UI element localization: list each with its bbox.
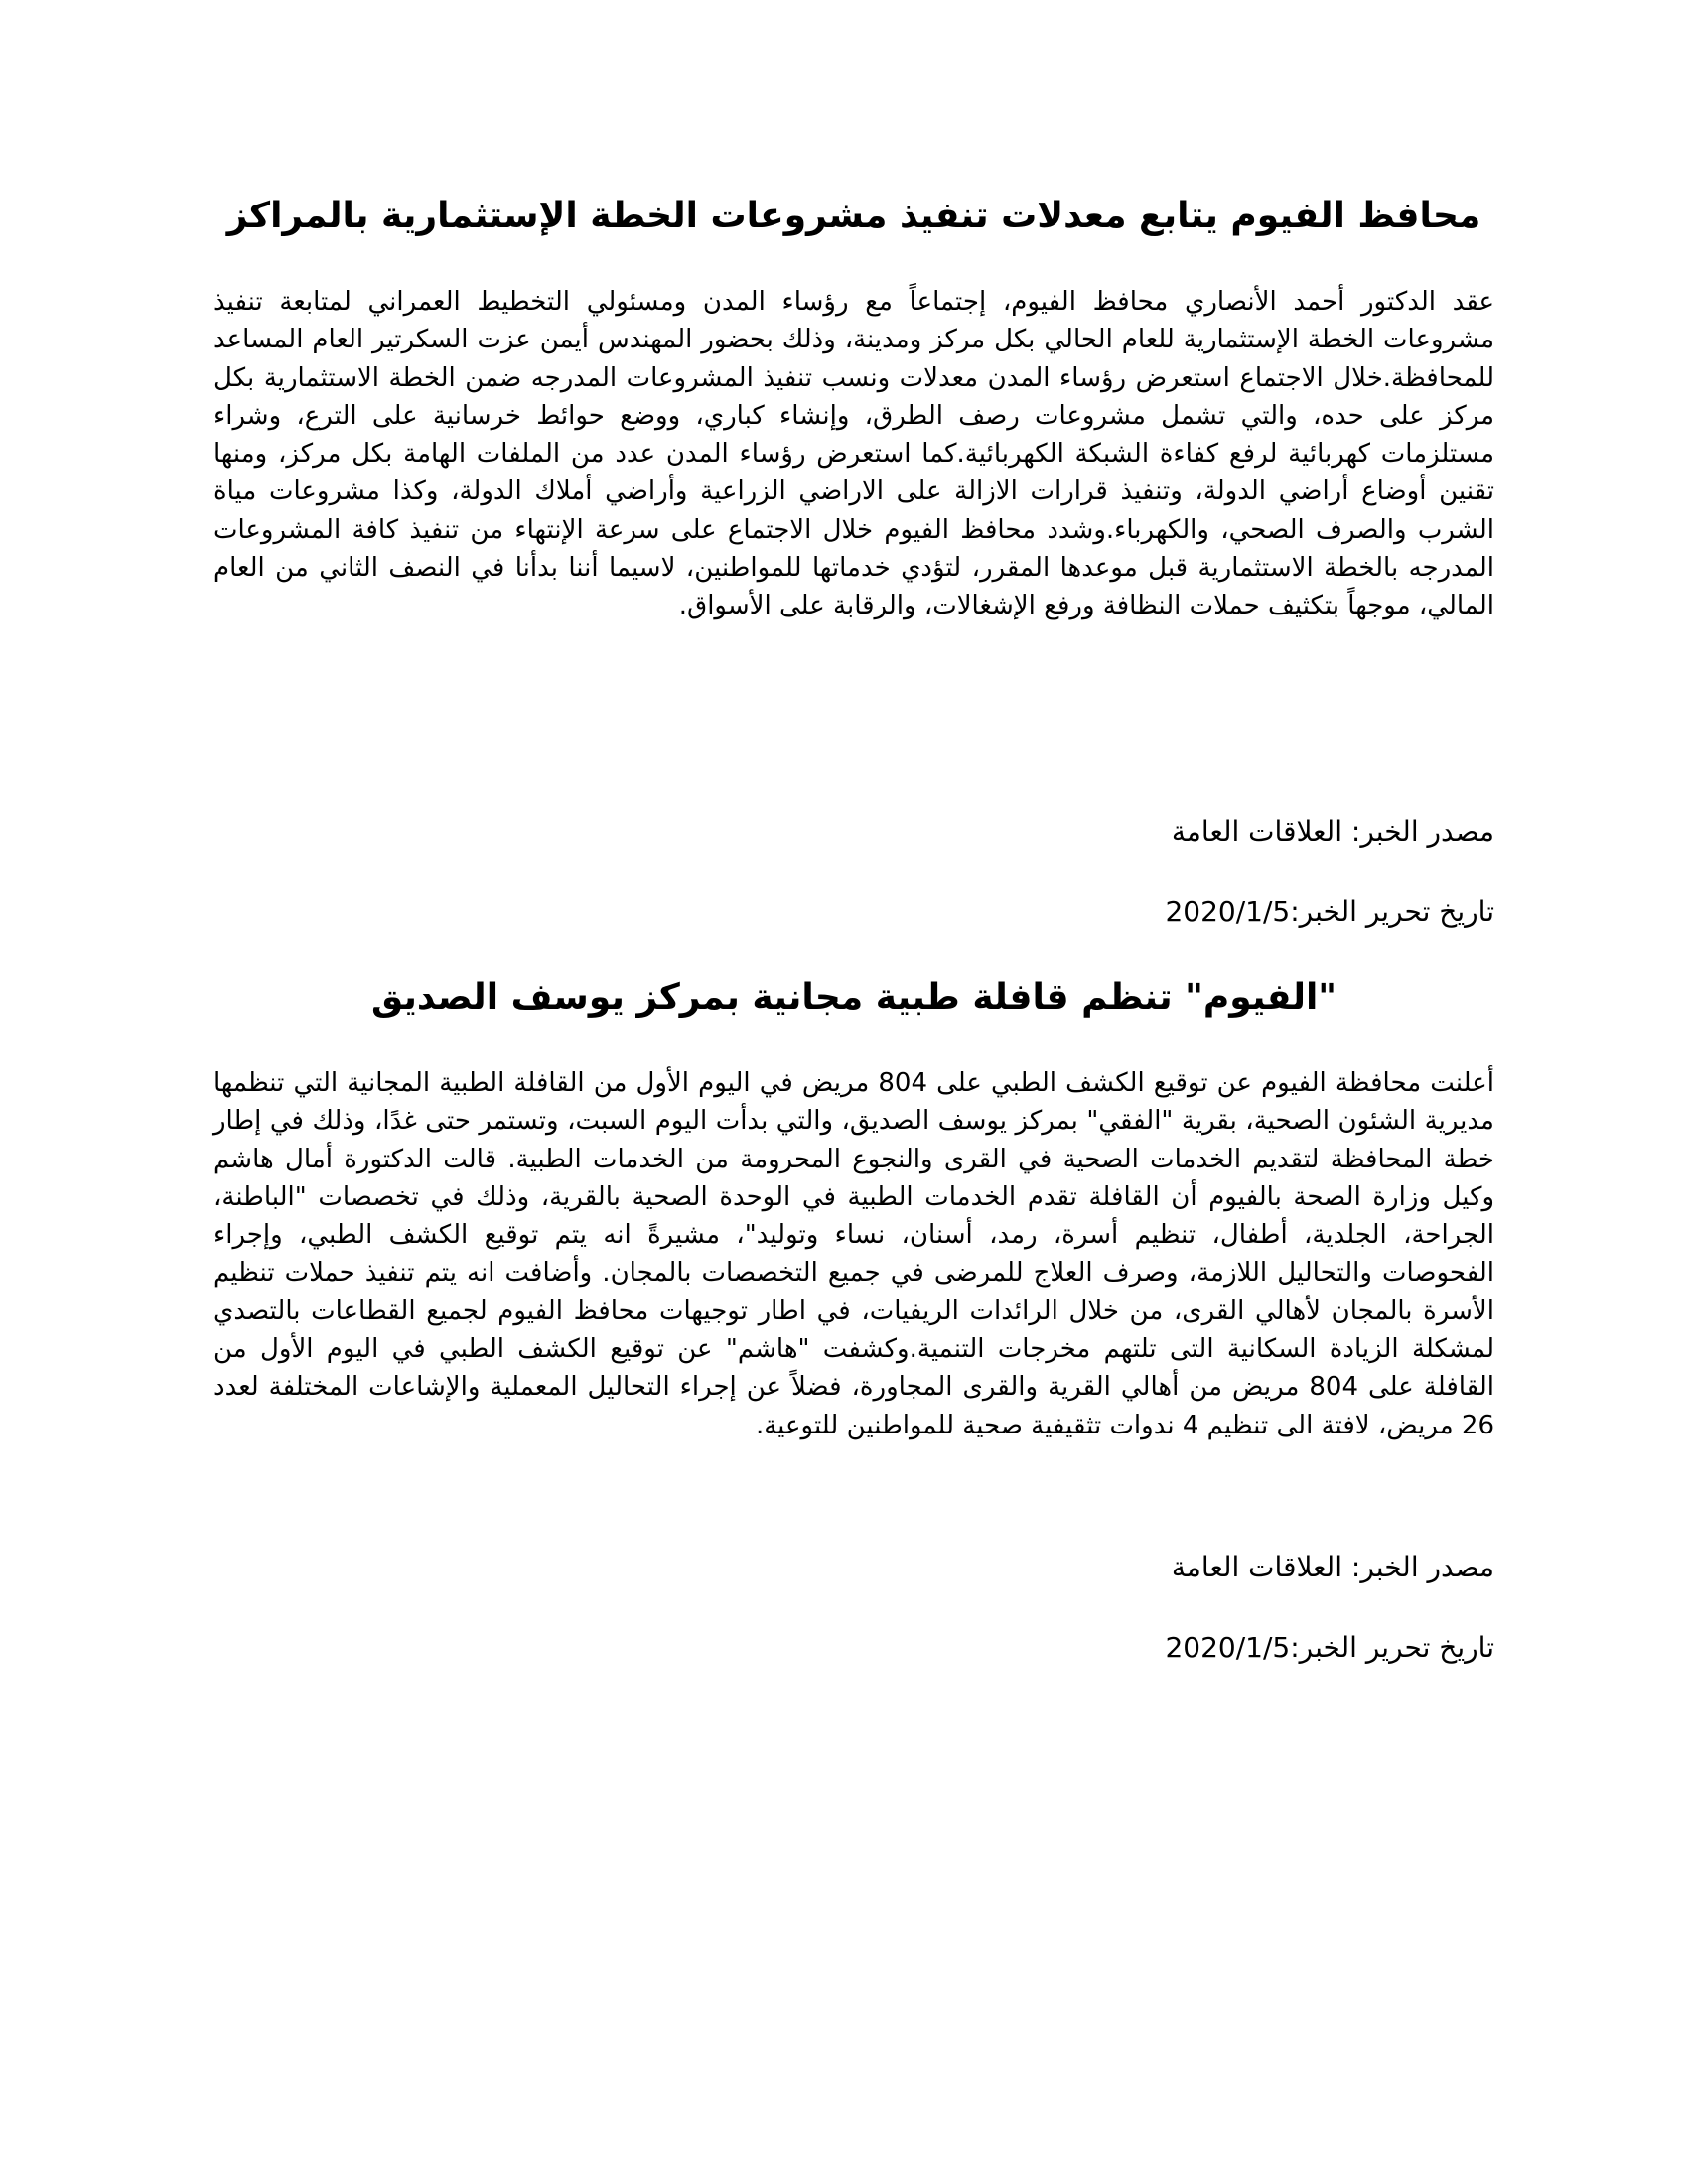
document-page [213, 0, 1494, 2184]
article-1-date: تاريخ تحرير الخبر:2020/1/5 [1165, 895, 1494, 928]
article-1-body: عقد الدكتور أحمد الأنصاري محافظ الفيوم، إجتماعاً مع رؤساء المدن ومسئولي التخطيط العمراني لمتابعة تنفيذ مشروعات الخطة الإستثمارية للعام الحالي بكل مركز ومدينة، وذلك بحضور المهندس أيمن عزت السكرتير العام المساعد للمحافظة.خلال الاجتماع استعرض رؤساء المدن معدلات ونسب تنفيذ المشروعات المدرجه ضمن الخطة الاستثمارية بكل مركز على حده، والتي تشمل مشروعات رصف الطرق، وإنشاء كباري، ووضع حوائط خرسانية على الترع، وشراء مستلزمات كهربائية لرفع كفاءة الشبكة الكهربائية.كما استعرض رؤساء المدن عدد من الملفات الهامة بكل مركز، ومنها تقنين أوضاع أراضي الدولة، وتنفيذ قرارات الازالة على الاراضي الزراعية وأراضي أملاك الدولة، وكذا مشروعات مياة الشرب والصرف الصحي، والكهرباء.وشدد محافظ الفيوم خلال الاجتماع على سرعة الإنتهاء من تنفيذ كافة المشروعات المدرجه بالخطة الاستثمارية قبل موعدها المقرر، لتؤدي خدماتها للمواطنين، لاسيما أننا بدأنا في النصف الثاني من العام المالي، موجهاً بتكثيف حملات النظافة ورفع الإشغالات، والرقابة على الأسواق. [213, 287, 1494, 621]
article-2-title: "الفيوم" تنظم قافلة طبية مجانية بمركز يوسف الصديق [370, 977, 1337, 1018]
article-1-source: مصدر الخبر: العلاقات العامة [1171, 815, 1494, 848]
article-2-body: أعلنت محافظة الفيوم عن توقيع الكشف الطبي على 804 مريض في اليوم الأول من القافلة الطبية المجانية التي تنظمها مديرية الشئون الصحية، بقرية "الفقي" بمركز يوسف الصديق، والتي بدأت اليوم السبت، وتستمر حتى غدًا، وذلك في إطار خطة المحافظة لتقديم الخدمات الصحية في القرى والنجوع المحرومة من الخدمات الطبية. قالت الدكتورة أمال هاشم وكيل وزارة الصحة بالفيوم أن القافلة تقدم الخدمات الطبية في الوحدة الصحية بالقرية، وذلك في تخصصات "الباطنة، الجراحة، الجلدية، أطفال، تنظيم أسرة، رمد، أسنان، نساء وتوليد"، مشيرةً انه يتم توقيع الكشف الطبي، وإجراء الفحوصات والتحاليل اللازمة، وصرف العلاج للمرضى في جميع التخصصات بالمجان. وأضافت انه يتم تنفيذ حملات تنظيم الأسرة بالمجان لأهالي القرى، من خلال الرائدات الريفيات، في اطار توجيهات محافظ الفيوم لجميع القطاعات بالتصدي لمشكلة الزيادة السكانية التى تلتهم مخرجات التنمية.وكشفت "هاشم" عن توقيع الكشف الطبي في اليوم الأول من القافلة على 804 مريض من أهالي القرية والقرى المجاورة، فضلاً عن إجراء التحاليل المعملية والإشاعات المختلفة لعدد 26 مريض، لافتة الى تنظيم 4 ندوات تثقيفية صحية للمواطنين للتوعية. [213, 1068, 1494, 1440]
article-2-source: مصدر الخبر: العلاقات العامة [1171, 1551, 1494, 1583]
article-1-title: محافظ الفيوم يتابع معدلات تنفيذ مشروعات الخطة الإستثمارية بالمراكز [226, 196, 1481, 236]
article-2-date: تاريخ تحرير الخبر:2020/1/5 [1165, 1631, 1494, 1664]
